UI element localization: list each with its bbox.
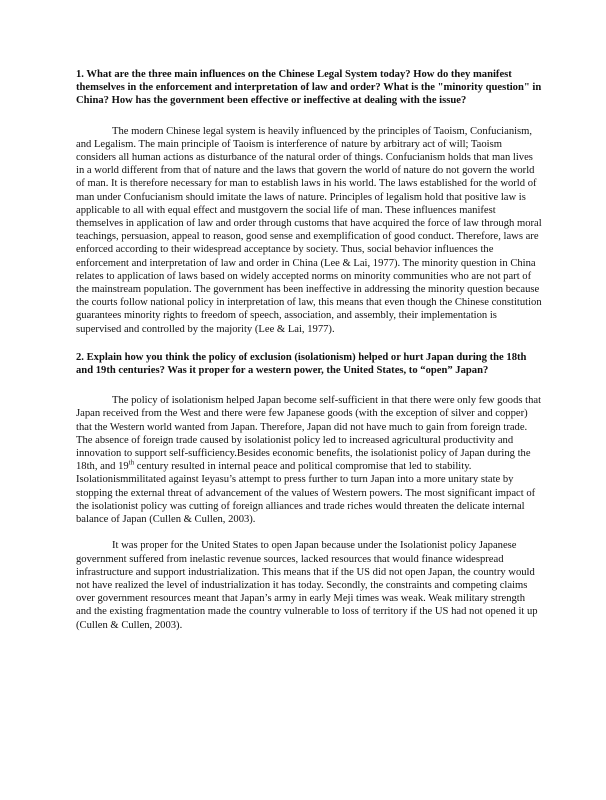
section-1 (76, 68, 542, 336)
question-1-heading: 1. What are the three main influences on the Chinese Legal System today? How do they manifest themselves in the enforcement and interpretation of law and order? What is the "minority question" in China? How has the government been effective or ineffective at dealing with the issue? (76, 69, 542, 107)
answer-2-paragraph-1-text-b: century resulted in internal peace and political compromise that led to stability. Isolationismmilitated against Ieyasu’s attempt to press further to turn Japan into a more unitary state by stopping the external threat of advancement of the values of Western powers. The most significant impact of the isolationist policy was cutting of foreign alliances and trade riches would threaten the delicate internal balance of Japan (Cullen & Cullen, 2003). (76, 461, 536, 526)
ordinal-superscript: th (128, 458, 135, 467)
answer-2-paragraph-1-text-a: The policy of isolationism helped Japan become self-sufficient in that there were only few goods that Japan received from the West and there were few Japanese goods (with the exception of silver and copper) that the Western world wanted from Japan. Therefore, Japan did not have much to gain from foreign trade. The absence of foreign trade caused by isolationist policy led to increased agricultural productivity and innovation to support self-sufficiency.Besides economic benefits, the isolationist policy of Japan during the 18th, and 19 (76, 395, 542, 473)
question-2-heading: 2. Explain how you think the policy of exclusion (isolationism) helped or hurt Japan during the 18th and 19th centuries? Was it proper for a western power, the United States, to “open” Japan? (76, 351, 527, 377)
section-2 (76, 351, 542, 632)
answer-1-paragraph: The modern Chinese legal system is heavily influenced by the principles of Taoism, Confucianism, and Legalism. The main principle of Taoism is interference of nature by arbitrary act of will; Taoism considers all human actions as disturbance of the natural order of things. Confucianism holds that man lives in a world different from that of nature and the laws that govern the world of nature do not govern the world of man. It is therefore necessary for man to establish laws in his world. The laws established for the world of man under Confucianism should imitate the laws of nature. Principles of legalism hold that positive law is applicable to all with equal effect and mustgovern the social life of man. These influences manifest themselves in application of law and order through customs that have acquired the force of law through moral teachings, persuasion, appeal to reason, good sense and exemplification of good conduct. Therefore, laws are enforced according to their widespread acceptance by society. Thus, social behavior influences the enforcement and interpretation of law and order in China (Lee & Lai, 1977). The minority question in China relates to application of laws based on widely accepted norms on minority communities who are not part of the mainstream population. The government has been ineffective in addressing the minority question because the courts follow national policy in interpretation of law, this means that even though the Chinese constitution guarantees minority rights to freedom of speech, association, and assembly, their implementation is supervised and controlled by the majority (Lee & Lai, 1977). (76, 125, 542, 335)
document-page (76, 68, 542, 645)
answer-2-paragraph-2: It was proper for the United States to open Japan because under the Isolationist policy Japanese government suffered from inelastic revenue sources, lacked resources that would finance widespread infrastructure and support industrialization. This means that if the US did not open Japan, the country would not have realized the level of industrialization it has today. Secondly, the constraints and competing claims over government resources meant that Japan’s army in early Meji times was weak. Weak military strength and the existing fragmentation made the country vulnerable to loss of territory if the US had not opened it up (Cullen & Cullen, 2003). (76, 540, 538, 631)
answer-2-paragraph-1 (76, 394, 542, 526)
